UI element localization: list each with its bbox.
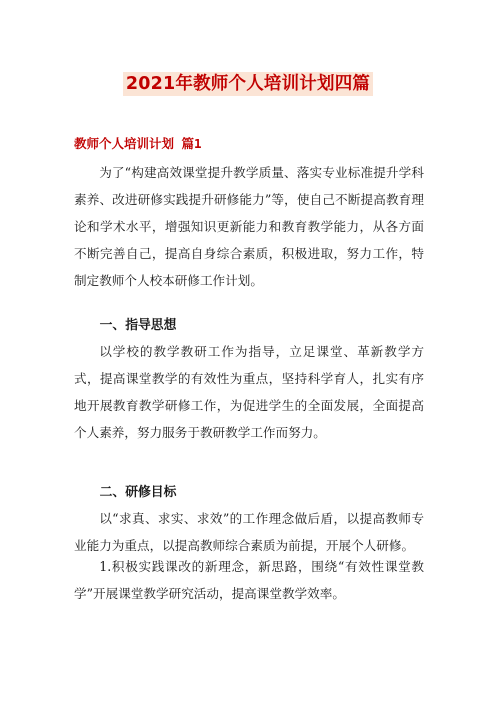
- document-title: 2021年教师个人培训计划四篇: [123, 72, 373, 96]
- goal-item-1: 1.积极实践课改的新理念，新思路，围绕“有效性课堂教学”开展课堂教学研究活动，提高课堂教学效率。: [74, 559, 424, 601]
- section-subtitle: 教师个人培训计划 篇1: [74, 136, 202, 151]
- title-block: [0, 72, 496, 96]
- guiding-ideology-paragraph: 以学校的教学教研工作为指导，立足课堂、革新教学方式，提高课堂教学的有效性为重点，坚持科学育人，扎实有序地开展教育教学研修工作，为促进学生的全面发展，全面提高个人素养，努力服务于教研教学工作而努力。: [74, 344, 424, 440]
- intro-paragraph: 为了“构建高效课堂提升教学质量、落实专业标准提升学科素养、改进研修实践提升研修能力”等，使自己不断提高教育理论和学术水平，增强知识更新能力和教育教学能力，从各方面不断完善自己，提高自身综合素质，积极进取，努力工作，特制定教师个人校本研修工作计划。: [74, 165, 424, 288]
- heading-training-goals: 二、研修目标: [99, 485, 177, 500]
- heading-guiding-ideology: 一、指导思想: [99, 318, 177, 333]
- training-goals-paragraph: 以“求真、求实、求效”的工作理念做后盾，以提高教师专业能力为重点，以提高教师综合素质为前提，开展个人研修。: [74, 511, 424, 553]
